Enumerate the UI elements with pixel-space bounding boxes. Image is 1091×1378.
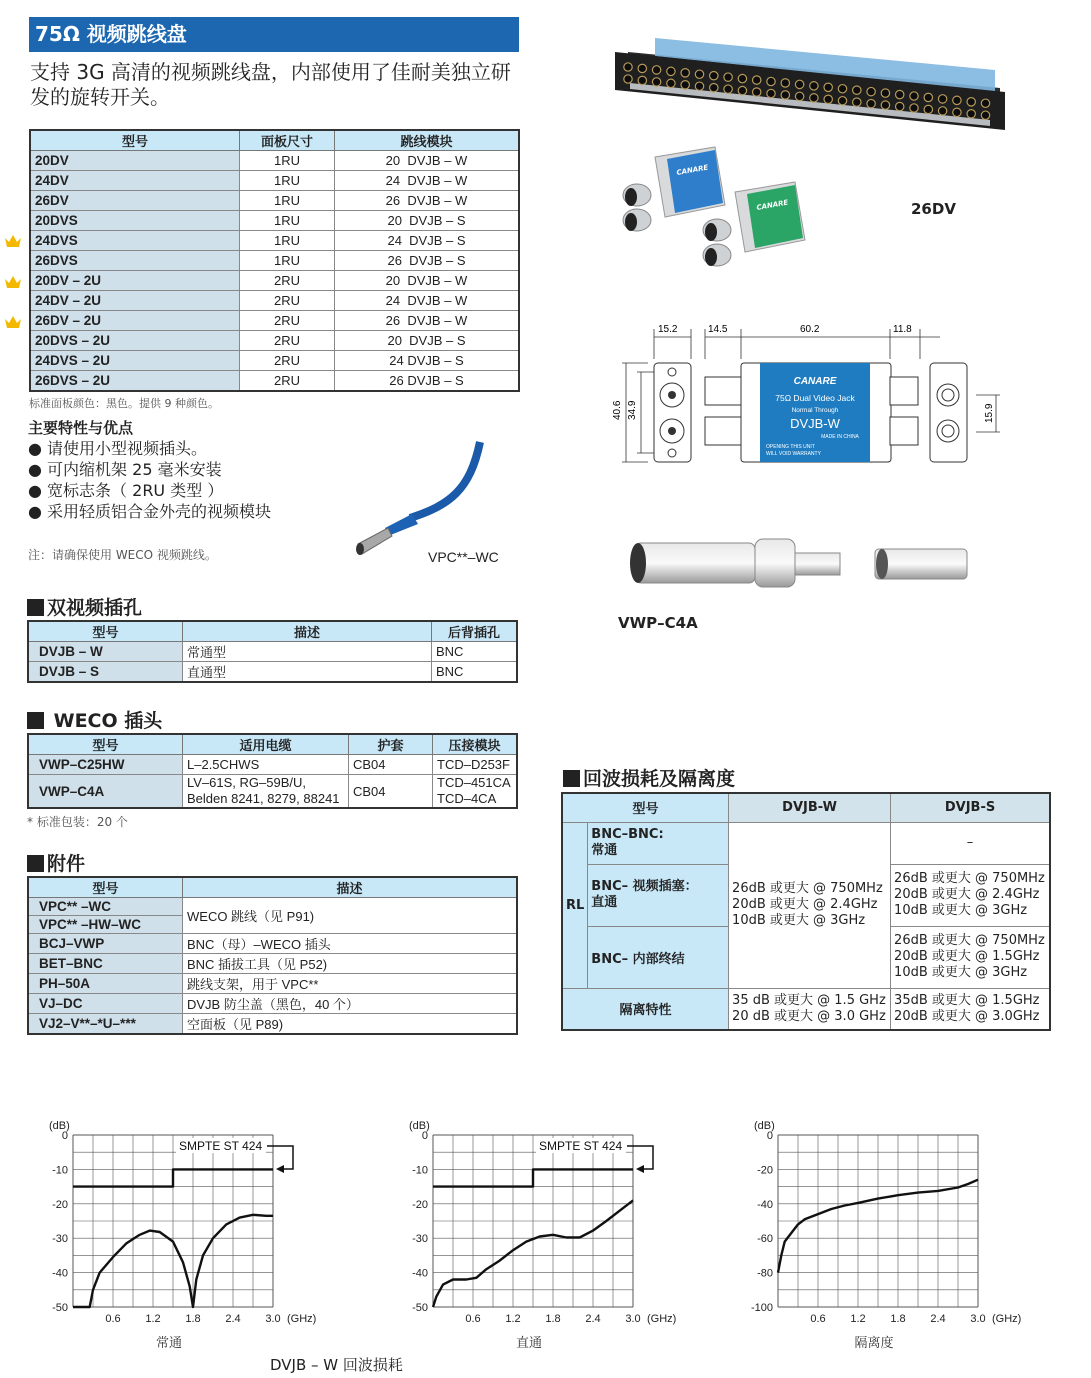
size-cell: 2RU: [240, 371, 335, 392]
y-tick-label: 0: [766, 1130, 773, 1142]
jack-hole: [638, 76, 646, 84]
model-cell: 24DVS – 2U: [30, 351, 240, 371]
chart-title: 常通: [155, 1336, 183, 1350]
col-header: 后背插孔: [432, 621, 518, 642]
packing-note: * 标准包装：20 个: [27, 815, 128, 829]
dvjb-w-photo: [623, 147, 725, 231]
size-cell: 2RU: [240, 311, 335, 331]
size-cell: 2RU: [240, 291, 335, 311]
table-row: [30, 171, 519, 191]
x-tick-label: 1.2: [850, 1313, 866, 1325]
rl-normal-chart: [35, 1110, 325, 1350]
x-tick-label: 3.0: [265, 1313, 281, 1325]
dvjb-s-rl-cell: [891, 864, 1050, 926]
cable-label: VPC**–WC: [428, 549, 499, 565]
desc-cell: BNC 插拔工具（见 P52): [183, 954, 518, 974]
rl-section-title: [563, 764, 735, 791]
x-tick-label: 3.0: [625, 1313, 641, 1325]
y-axis-label: (dB): [49, 1120, 70, 1132]
module-cell: 24 DVJB – S: [335, 231, 520, 251]
value-line: 20dB 或更大 @ 1.5GHz: [894, 949, 1040, 964]
col-header: 描述: [183, 621, 432, 642]
cable-line: [410, 442, 480, 518]
col-header: 型号: [28, 877, 183, 898]
table-row: [30, 251, 519, 271]
weco-plug-image: [620, 535, 980, 595]
feature-item: ● 采用轻质铝合金外壳的视频模块: [28, 501, 271, 522]
features-title: 主要特性与优点: [28, 419, 134, 437]
jack-hole: [667, 79, 675, 87]
jack-hole: [724, 85, 732, 93]
intro-text: 支持 3G 高清的视频跳线盘，内部使用了佳耐美独立研发的旋转开关。: [30, 60, 511, 109]
cable-line-1: LV–61S, RG–59B/U,: [187, 775, 306, 790]
col-header: DVJB-W: [729, 793, 891, 822]
weco-section-title-text: WECO 插头: [53, 710, 163, 732]
x-tick-label: 1.2: [505, 1313, 521, 1325]
jack-hole: [681, 69, 689, 77]
module-desc: 75Ω Dual Video Jack: [775, 393, 855, 403]
jack-hole: [810, 94, 818, 102]
table-row: [28, 974, 517, 994]
table-row: [28, 1014, 517, 1035]
y-tick-label: -20: [52, 1198, 68, 1211]
y-tick-label: 0: [61, 1130, 68, 1142]
panel-model-label: 26DV: [911, 200, 956, 218]
jack-hole: [967, 110, 975, 118]
module-cell: 26 DVJB – W: [335, 191, 520, 211]
jack-hole: [824, 83, 832, 91]
col-header: 护套: [349, 734, 433, 755]
jack-hole: [981, 111, 989, 119]
jack-hole: [838, 85, 846, 93]
annotation-label: SMPTE ST 424: [539, 1139, 623, 1153]
jack-hole: [910, 92, 918, 100]
rear-view: [930, 363, 967, 462]
size-cell: 1RU: [240, 171, 335, 191]
module-cell: 24 DVJB – W: [335, 291, 520, 311]
module-type: Normal Through: [791, 407, 839, 414]
x-axis-label: (GHz): [992, 1313, 1022, 1325]
cable-cell: [183, 775, 349, 809]
model-cell: DVJB – S: [28, 662, 183, 683]
crimp-cell: TCD–D253F: [433, 755, 518, 775]
jack-hole: [781, 79, 789, 87]
model-cell: 20DVS: [30, 211, 240, 231]
module-cell: 26 DVJB – W: [335, 311, 520, 331]
arrow-head-icon: [276, 1165, 284, 1173]
accessory-section-title-text: 附件: [47, 853, 86, 875]
row-label-line: BNC–BNC:: [591, 827, 664, 842]
table-row: [30, 351, 519, 371]
model-cell: 26DV – 2U: [30, 311, 240, 331]
made-in: MADE IN CHINA: [821, 434, 859, 440]
crown-icon: [4, 315, 22, 329]
model-cell: VPC** –HW–WC: [28, 916, 183, 934]
jack-hole: [767, 89, 775, 97]
model-cell: VWP–C4A: [28, 775, 183, 809]
col-header: 跳线模块: [335, 130, 520, 151]
jack-hole: [795, 80, 803, 88]
jack-hole: [910, 104, 918, 112]
cable-line-2: Belden 8241, 8279, 88241: [187, 791, 340, 806]
features-list: [28, 438, 271, 522]
jack-hole: [767, 77, 775, 85]
size-cell: 2RU: [240, 351, 335, 371]
model-cell: VJ2–V**–*U–***: [28, 1014, 183, 1035]
square-bullet-icon: [27, 599, 44, 616]
x-tick-label: 2.4: [225, 1313, 241, 1325]
jack-hole: [853, 86, 861, 94]
table-row: [30, 331, 519, 351]
y-tick-label: -40: [412, 1267, 428, 1280]
table-row: [30, 191, 519, 211]
value-line: 26dB 或更大 @ 750MHz: [894, 871, 1045, 886]
rl-through-chart: [395, 1110, 685, 1350]
weco-note: 注：请确保使用 WECO 视频跳线。: [28, 548, 217, 562]
jack-hole: [710, 84, 718, 92]
model-cell: 24DV – 2U: [30, 291, 240, 311]
dim-14-5: 14.5: [708, 324, 728, 335]
value-line: 20 dB 或更大 @ 3.0 GHz: [732, 1008, 886, 1024]
limit-line: [433, 1169, 633, 1186]
jack-hole: [695, 70, 703, 78]
y-axis-label: (dB): [409, 1120, 430, 1132]
table-row: [30, 211, 519, 231]
model-cell: BET–BNC: [28, 954, 183, 974]
y-tick-label: -20: [757, 1164, 773, 1177]
dim-34-9: 34.9: [627, 400, 638, 420]
jack-hole: [867, 87, 875, 95]
module-cell: 24 DVJB – S: [335, 351, 520, 371]
y-tick-label: -30: [52, 1233, 68, 1246]
jack-hole: [781, 91, 789, 99]
feature-item: ● 宽标志条（ 2RU 类型 ）: [28, 480, 271, 501]
panel-color-note: 标准面板颜色：黑色。提供 9 种颜色。: [29, 397, 219, 410]
jack-hole: [753, 76, 761, 84]
jack-hole: [624, 63, 632, 71]
jack-hole: [724, 73, 732, 81]
model-cell: 20DV – 2U: [30, 271, 240, 291]
jack-hole: [938, 95, 946, 103]
x-axis-label: (GHz): [647, 1313, 677, 1325]
row-label-line: BNC– 视频插塞：: [591, 879, 698, 894]
jack-table: [27, 620, 518, 683]
x-tick-label: 0.6: [465, 1313, 481, 1325]
rl-label: RL: [562, 822, 588, 988]
jack-section-title-text: 双视频插孔: [47, 597, 143, 619]
isolation-label: 隔离特性: [562, 988, 729, 1030]
model-cell: VWP–C25HW: [28, 755, 183, 775]
x-tick-label: 0.6: [105, 1313, 121, 1325]
square-bullet-icon: [27, 855, 44, 872]
jack-hole: [753, 88, 761, 96]
desc-cell: 空面板（见 P89): [183, 1014, 518, 1035]
table-row: [28, 642, 517, 662]
table-row: [30, 291, 519, 311]
module-cell: 26 DVJB – S: [335, 371, 520, 392]
desc-cell: BNC（母）–WECO 插头: [183, 934, 518, 954]
dim-40-6: 40.6: [612, 400, 623, 420]
jack-hole: [710, 72, 718, 80]
x-tick-label: 1.8: [890, 1313, 906, 1325]
table-row: [30, 311, 519, 331]
accessory-section-title: [27, 849, 85, 876]
x-tick-label: 2.4: [585, 1313, 601, 1325]
y-tick-label: -50: [52, 1302, 68, 1314]
table-row: [28, 775, 517, 809]
warning-2: WILL VOID WARRANTY: [766, 451, 821, 457]
jack-hole: [924, 93, 932, 101]
module-model: DVJB-W: [790, 416, 840, 431]
size-cell: 1RU: [240, 211, 335, 231]
chart-title: 隔离度: [854, 1336, 894, 1350]
col-header: 描述: [183, 877, 518, 898]
jack-hole: [896, 90, 904, 98]
jack-hole: [938, 107, 946, 115]
dvjb-s-isolation-cell: [891, 988, 1050, 1030]
front-view: [654, 363, 691, 462]
desc-cell: WECO 跳线（见 P91): [183, 898, 518, 934]
value-line: 26dB 或更大 @ 750MHz: [894, 933, 1045, 948]
desc-cell: 常通型: [183, 642, 432, 662]
brand-text: CANARE: [755, 198, 789, 212]
annotation-arrow: [627, 1146, 653, 1169]
col-header: 型号: [28, 621, 183, 642]
x-tick-label: 3.0: [970, 1313, 986, 1325]
jack-hole: [695, 82, 703, 90]
y-tick-label: -10: [52, 1164, 68, 1177]
value-line: 10dB 或更大 @ 3GHz: [894, 965, 1028, 980]
table-row: [28, 662, 517, 683]
y-tick-label: -40: [52, 1267, 68, 1280]
jack-hole: [881, 89, 889, 97]
y-tick-label: 0: [421, 1130, 428, 1142]
table-row: [30, 231, 519, 251]
value-line: 10dB 或更大 @ 3GHz: [732, 913, 866, 928]
table-row: [30, 371, 519, 392]
module-cell: 26 DVJB – S: [335, 251, 520, 271]
value-line: 35 dB 或更大 @ 1.5 GHz: [732, 992, 886, 1008]
module-cell: 20 DVJB – S: [335, 211, 520, 231]
module-cell: 20 DVJB – W: [335, 151, 520, 171]
value-line: 35dB 或更大 @ 1.5GHz: [894, 992, 1040, 1008]
jack-hole: [924, 105, 932, 113]
table-row: [28, 755, 517, 775]
row-label-line: 常通: [591, 843, 618, 858]
y-tick-label: -50: [412, 1302, 428, 1314]
jack-hole: [738, 86, 746, 94]
rl-table: [561, 792, 1051, 1031]
model-cell: 20DV: [30, 151, 240, 171]
model-cell: 26DV: [30, 191, 240, 211]
jack-hole: [652, 66, 660, 74]
row-label: [588, 864, 729, 926]
size-cell: 2RU: [240, 271, 335, 291]
rl-section-title-text: 回波损耗及隔离度: [583, 768, 736, 790]
jack-hole: [824, 95, 832, 103]
x-axis-label: (GHz): [287, 1313, 317, 1325]
size-cell: 2RU: [240, 331, 335, 351]
size-cell: 1RU: [240, 251, 335, 271]
y-tick-label: -80: [757, 1267, 773, 1280]
jack-hole: [681, 81, 689, 89]
accessory-table: [27, 876, 518, 1035]
jack-hole: [953, 96, 961, 104]
jack-hole: [667, 67, 675, 75]
col-header: 面板尺寸: [240, 130, 335, 151]
feature-item: ● 可内缩机架 25 毫米安装: [28, 459, 271, 480]
jack-hole: [652, 78, 660, 86]
desc-cell: 直通型: [183, 662, 432, 683]
model-cell: 20DVS – 2U: [30, 331, 240, 351]
plug-model-label: VWP–C4A: [618, 614, 698, 632]
x-tick-label: 2.4: [930, 1313, 946, 1325]
size-cell: 1RU: [240, 231, 335, 251]
isolation-chart: [740, 1110, 1040, 1350]
dim-15-9: 15.9: [984, 403, 995, 423]
crown-icon: [4, 234, 22, 248]
annotation-label: SMPTE ST 424: [179, 1139, 263, 1153]
model-cell: 26DVS: [30, 251, 240, 271]
desc-cell: DVJB 防尘盖（黑色，40 个）: [183, 994, 518, 1014]
y-tick-label: -100: [750, 1302, 773, 1314]
size-cell: 1RU: [240, 151, 335, 171]
annotation-arrow: [267, 1146, 293, 1169]
module-cell: 20 DVJB – S: [335, 331, 520, 351]
col-header: 型号: [30, 130, 240, 151]
y-tick-label: -40: [757, 1198, 773, 1211]
value-line: 26dB 或更大 @ 750MHz: [732, 881, 883, 896]
table-row: [28, 994, 517, 1014]
limit-line: [73, 1169, 273, 1186]
jack-hole: [853, 98, 861, 106]
jack-hole: [981, 99, 989, 107]
jack-hole: [738, 74, 746, 82]
value-line: 10dB 或更大 @ 3GHz: [894, 903, 1028, 918]
table-row: [30, 151, 519, 171]
weco-section-title: [27, 706, 162, 733]
rear-cell: BNC: [432, 642, 518, 662]
x-tick-label: 1.8: [545, 1313, 561, 1325]
table-row: [28, 898, 517, 916]
y-tick-label: -20: [412, 1198, 428, 1211]
module-cell: 24 DVJB – W: [335, 171, 520, 191]
model-cell: VPC** –WC: [28, 898, 183, 916]
model-table-wrap: [29, 129, 520, 411]
warning-1: OPENING THIS UNIT: [766, 444, 815, 450]
dim-15-2: 15.2: [658, 324, 678, 335]
model-cell: BCJ–VWP: [28, 934, 183, 954]
jack-hole: [795, 92, 803, 100]
dvjb-w-rl-cell: [729, 822, 891, 988]
table-row: [28, 934, 517, 954]
dvjb-s-rl-cell: [891, 926, 1050, 988]
boot-cell: CB04: [349, 775, 433, 809]
col-header: 适用电缆: [183, 734, 349, 755]
crimp-line-1: TCD–451CA: [437, 775, 511, 790]
col-header: 型号: [562, 793, 729, 822]
crimp-cell: [433, 775, 518, 809]
model-cell: DVJB – W: [28, 642, 183, 662]
cable-cell: L–2.5CHWS: [183, 755, 349, 775]
weco-table: [27, 733, 518, 809]
feature-item: ● 请使用小型视频插头。: [28, 438, 271, 459]
y-tick-label: -60: [757, 1233, 773, 1246]
rear-cell: BNC: [432, 662, 518, 683]
page-title: 75Ω 视频跳线盘: [29, 17, 519, 52]
value-line: 20dB 或更大 @ 2.4GHz: [894, 887, 1040, 902]
module-cell: 20 DVJB – W: [335, 271, 520, 291]
model-cell: 26DVS – 2U: [30, 371, 240, 392]
jack-hole: [967, 98, 975, 106]
table-row: [30, 271, 519, 291]
brand-text: CANARE: [675, 163, 709, 177]
model-cell: PH–50A: [28, 974, 183, 994]
col-header: 型号: [28, 734, 183, 755]
crimp-line-2: TCD–4CA: [437, 791, 497, 806]
dimension-drawing: [600, 315, 1010, 475]
jack-hole: [896, 102, 904, 110]
square-bullet-icon: [27, 712, 44, 729]
y-axis-label: (dB): [754, 1120, 775, 1132]
dim-60-2: 60.2: [800, 324, 820, 335]
table-row: [28, 954, 517, 974]
boot-cell: CB04: [349, 755, 433, 775]
model-cell: VJ–DC: [28, 994, 183, 1014]
plug-tip: [356, 543, 364, 555]
square-bullet-icon: [563, 770, 580, 787]
jack-hole: [638, 64, 646, 72]
x-tick-label: 1.8: [185, 1313, 201, 1325]
jack-hole: [624, 75, 632, 83]
col-header: DVJB-S: [891, 793, 1050, 822]
patch-cable-image: [350, 440, 490, 565]
dvjb-w-isolation-cell: [729, 988, 891, 1030]
chart-title: 直通: [515, 1336, 543, 1350]
jack-modules-image: [610, 140, 820, 270]
jack-section-title: [27, 593, 142, 620]
x-tick-label: 1.2: [145, 1313, 161, 1325]
x-tick-label: 0.6: [810, 1313, 826, 1325]
model-cell: 24DVS: [30, 231, 240, 251]
model-table: [29, 129, 520, 392]
brand-logo: CANARE: [793, 376, 837, 387]
y-tick-label: -10: [412, 1164, 428, 1177]
patch-panel-image: [610, 30, 1010, 135]
model-cell: 24DV: [30, 171, 240, 191]
row-label-line: 直通: [591, 895, 618, 910]
charts-caption: DVJB – W 回波损耗: [270, 1356, 403, 1374]
col-header: 压接模块: [433, 734, 518, 755]
y-tick-label: -30: [412, 1233, 428, 1246]
row-label: BNC– 内部终结: [588, 926, 729, 988]
jack-hole: [810, 82, 818, 90]
value-line: 20dB 或更大 @ 3.0GHz: [894, 1008, 1040, 1024]
crown-icon: [4, 275, 22, 289]
jack-hole: [838, 97, 846, 105]
row-label: [588, 822, 729, 864]
desc-cell: 跳线支架，用于 VPC**: [183, 974, 518, 994]
jack-hole: [881, 101, 889, 109]
jack-hole: [953, 108, 961, 116]
arrow-head-icon: [636, 1165, 644, 1173]
jack-hole: [867, 99, 875, 107]
value-line: 20dB 或更大 @ 2.4GHz: [732, 897, 878, 912]
size-cell: 1RU: [240, 191, 335, 211]
dvjb-s-rl-cell: –: [891, 822, 1050, 864]
dim-11-8: 11.8: [893, 324, 912, 335]
